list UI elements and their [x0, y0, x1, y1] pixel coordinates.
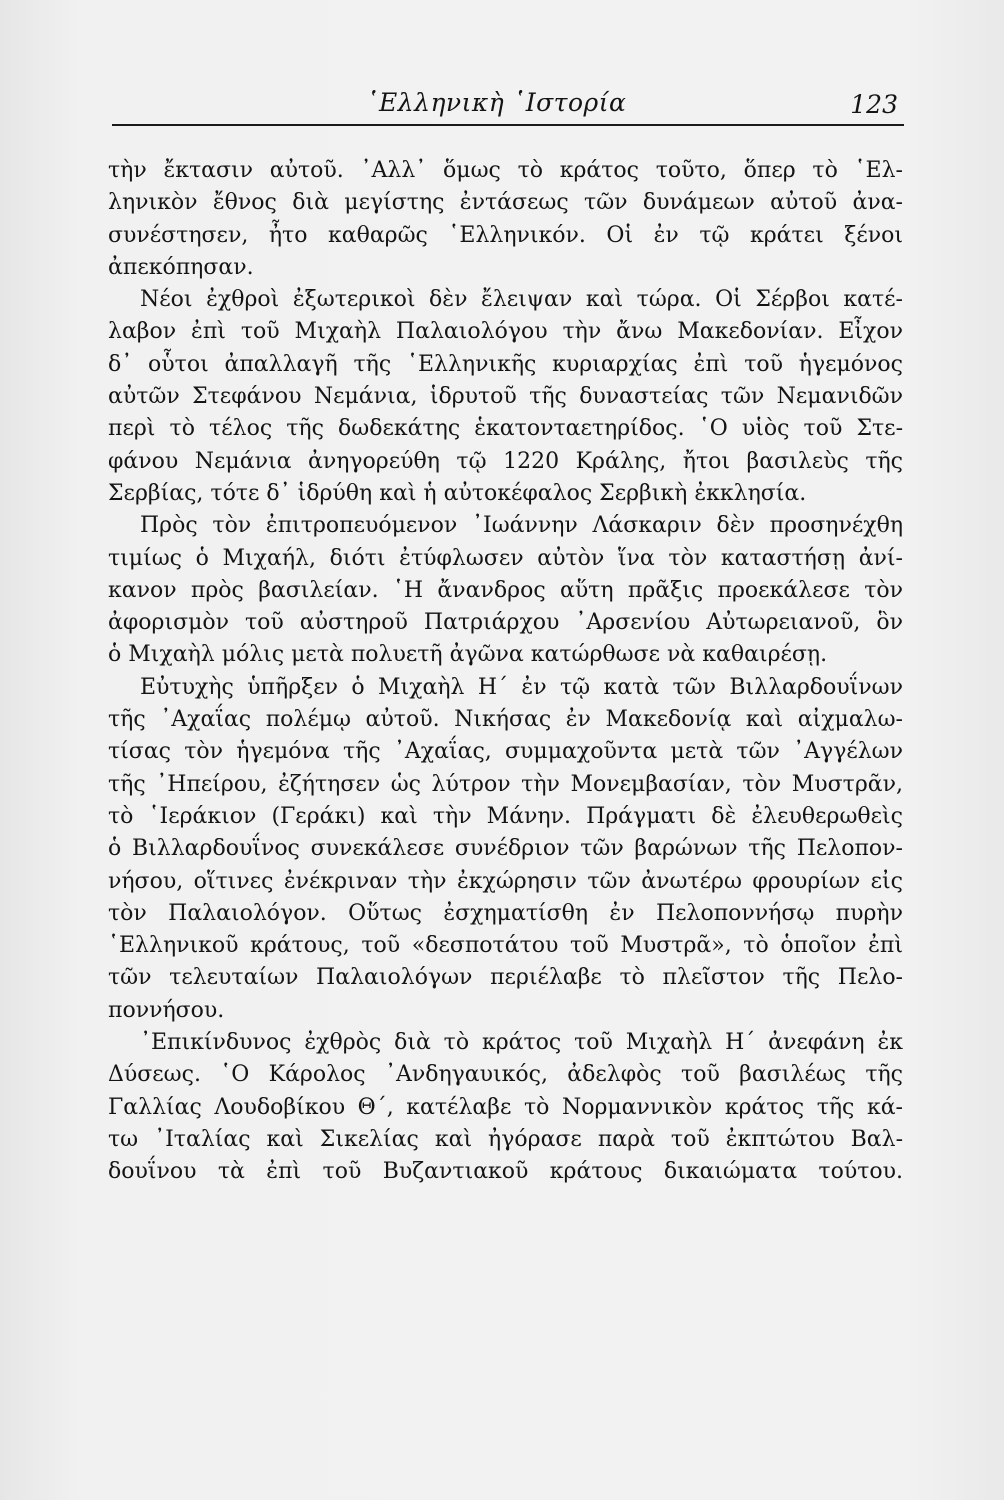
running-title: ῾Ελληνικὴ ῾Ιστορία: [366, 88, 627, 117]
text-line: ἀπεκόπησαν.: [108, 254, 254, 280]
text-line: ῾Ελληνικοῦ κράτους, τοῦ «δεσποτάτου τοῦ Μυστρᾶ», τὸ ὁποῖον ἐπὶ: [108, 933, 903, 959]
text-line: λαβον ἐπὶ τοῦ Μιχαὴλ Παλαιολόγου τὴν ἄνω Μακεδονίαν. Εἶχον: [108, 319, 903, 345]
text-line: ὁ Βιλλαρδουΐνος συνεκάλεσε συνέδριον τῶν βαρώνων τῆς Πελοπον-: [108, 836, 903, 862]
text-line: Σερβίας, τότε δ᾿ ἱδρύθη καὶ ἡ αὐτοκέφαλος Σερβικὴ ἐκκλησία.: [108, 480, 807, 506]
text-line: ἀφορισμὸν τοῦ αὐστηροῦ Πατριάρχου ᾿Αρσενίου Αὐτωρειανοῦ, ὃν: [108, 610, 903, 636]
text-line: τὸ ῾Ιεράκιον (Γεράκι) καὶ τὴν Μάνην. Πράγματι δὲ ἐλευθερωθεὶς: [108, 803, 903, 829]
text-line: κανον πρὸς βασιλείαν. ῾Η ἄνανδρος αὕτη πρᾶξις προεκάλεσε τὸν: [108, 577, 903, 603]
text-line: Εὐτυχὴς ὑπῆρξεν ὁ Μιχαὴλ Η΄ ἐν τῷ κατὰ τῶν Βιλλαρδουΐνων: [140, 674, 903, 700]
text-line: τῆς ᾿Ηπείρου, ἐζήτησεν ὡς λύτρον τὴν Μονεμβασίαν, τὸν Μυστρᾶν,: [108, 771, 903, 797]
text-line: ὁ Μιχαὴλ μόλις μετὰ πολυετῆ ἀγῶνα κατώρθωσε νὰ καθαιρέσῃ.: [108, 642, 828, 668]
text-line: τὸν Παλαιολόγον. Οὕτως ἐσχηματίσθη ἐν Πελοποννήσῳ πυρὴν: [108, 900, 903, 926]
text-line: τὴν ἔκτασιν αὐτοῦ. ᾿Αλλ᾿ ὅμως τὸ κράτος τοῦτο, ὅπερ τὸ ῾Ελ-: [108, 158, 903, 183]
text-line: τῆς ᾿Αχαΐας πολέμῳ αὐτοῦ. Νικήσας ἐν Μακεδονίᾳ καὶ αἰχμαλω-: [108, 707, 903, 733]
text-line: νήσου, οἵτινες ἐνέκριναν τὴν ἐκχώρησιν τῶν ἀνωτέρω φρουρίων εἰς: [108, 868, 903, 894]
running-header: [108, 88, 898, 122]
text-line: συνέστησεν, ἦτο καθαρῶς ῾Ελληνικόν. Οἱ ἐν τῷ κράτει ξένοι: [108, 222, 903, 248]
text-line: Νέοι ἐχθροὶ ἐξωτερικοὶ δὲν ἔλειψαν καὶ τώρα. Οἱ Σέρβοι κατέ-: [140, 287, 903, 313]
text-line: τω ᾿Ιταλίας καὶ Σικελίας καὶ ἠγόρασε παρὰ τοῦ ἐκπτώτου Βαλ-: [108, 1126, 903, 1152]
text-line: δ᾿ οὗτοι ἀπαλλαγῆ τῆς ῾Ελληνικῆς κυριαρχίας ἐπὶ τοῦ ἡγεμόνος: [108, 351, 903, 377]
text-line: τίσας τὸν ἡγεμόνα τῆς ᾿Αχαΐας, συμμαχοῦντα μετὰ τῶν ᾿Αγγέλων: [108, 739, 903, 765]
text-line: ληνικὸν ἔθνος διὰ μεγίστης ἐντάσεως τῶν δυνάμεων αὐτοῦ ἀνα-: [108, 190, 903, 216]
text-line: Γαλλίας Λουδοβίκου Θ΄, κατέλαβε τὸ Νορμαννικὸν κράτος τῆς κά-: [108, 1094, 903, 1120]
text-line: Πρὸς τὸν ἐπιτροπευόμενον ᾿Ιωάννην Λάσκαριν δὲν προσηνέχθη: [140, 513, 903, 539]
header-rule: [112, 124, 904, 126]
text-line: τιμίως ὁ Μιχαήλ, διότι ἐτύφλωσεν αὐτὸν ἵνα τὸν καταστήσῃ ἀνί-: [108, 545, 903, 571]
body-text: [108, 155, 903, 1189]
text-line: Δύσεως. ῾Ο Κάρολος ᾿Ανδηγαυικός, ἀδελφὸς τοῦ βασιλέως τῆς: [108, 1062, 903, 1088]
text-line: περὶ τὸ τέλος τῆς δωδεκάτης ἑκατονταετηρίδος. ῾Ο υἱὸς τοῦ Στε-: [108, 416, 903, 442]
text-line: ᾿Επικίνδυνος ἐχθρὸς διὰ τὸ κράτος τοῦ Μιχαὴλ Η΄ ἀνεφάνη ἐκ: [140, 1030, 903, 1056]
text-line: δουΐνου τὰ ἐπὶ τοῦ Βυζαντιακοῦ κράτους δικαιώματα τούτου.: [108, 1159, 903, 1185]
text-line: ποννήσου.: [108, 997, 225, 1023]
text-line: φάνου Νεμάνια ἀνηγορεύθη τῷ 1220 Κράλης, ἤτοι βασιλεὺς τῆς: [108, 448, 903, 474]
text-line: αὐτῶν Στεφάνου Νεμάνια, ἱδρυτοῦ τῆς δυναστείας τῶν Νεμανιδῶν: [108, 384, 903, 410]
text-line: τῶν τελευταίων Παλαιολόγων περιέλαβε τὸ πλεῖστον τῆς Πελο-: [108, 965, 903, 991]
page-number: 123: [850, 90, 898, 119]
